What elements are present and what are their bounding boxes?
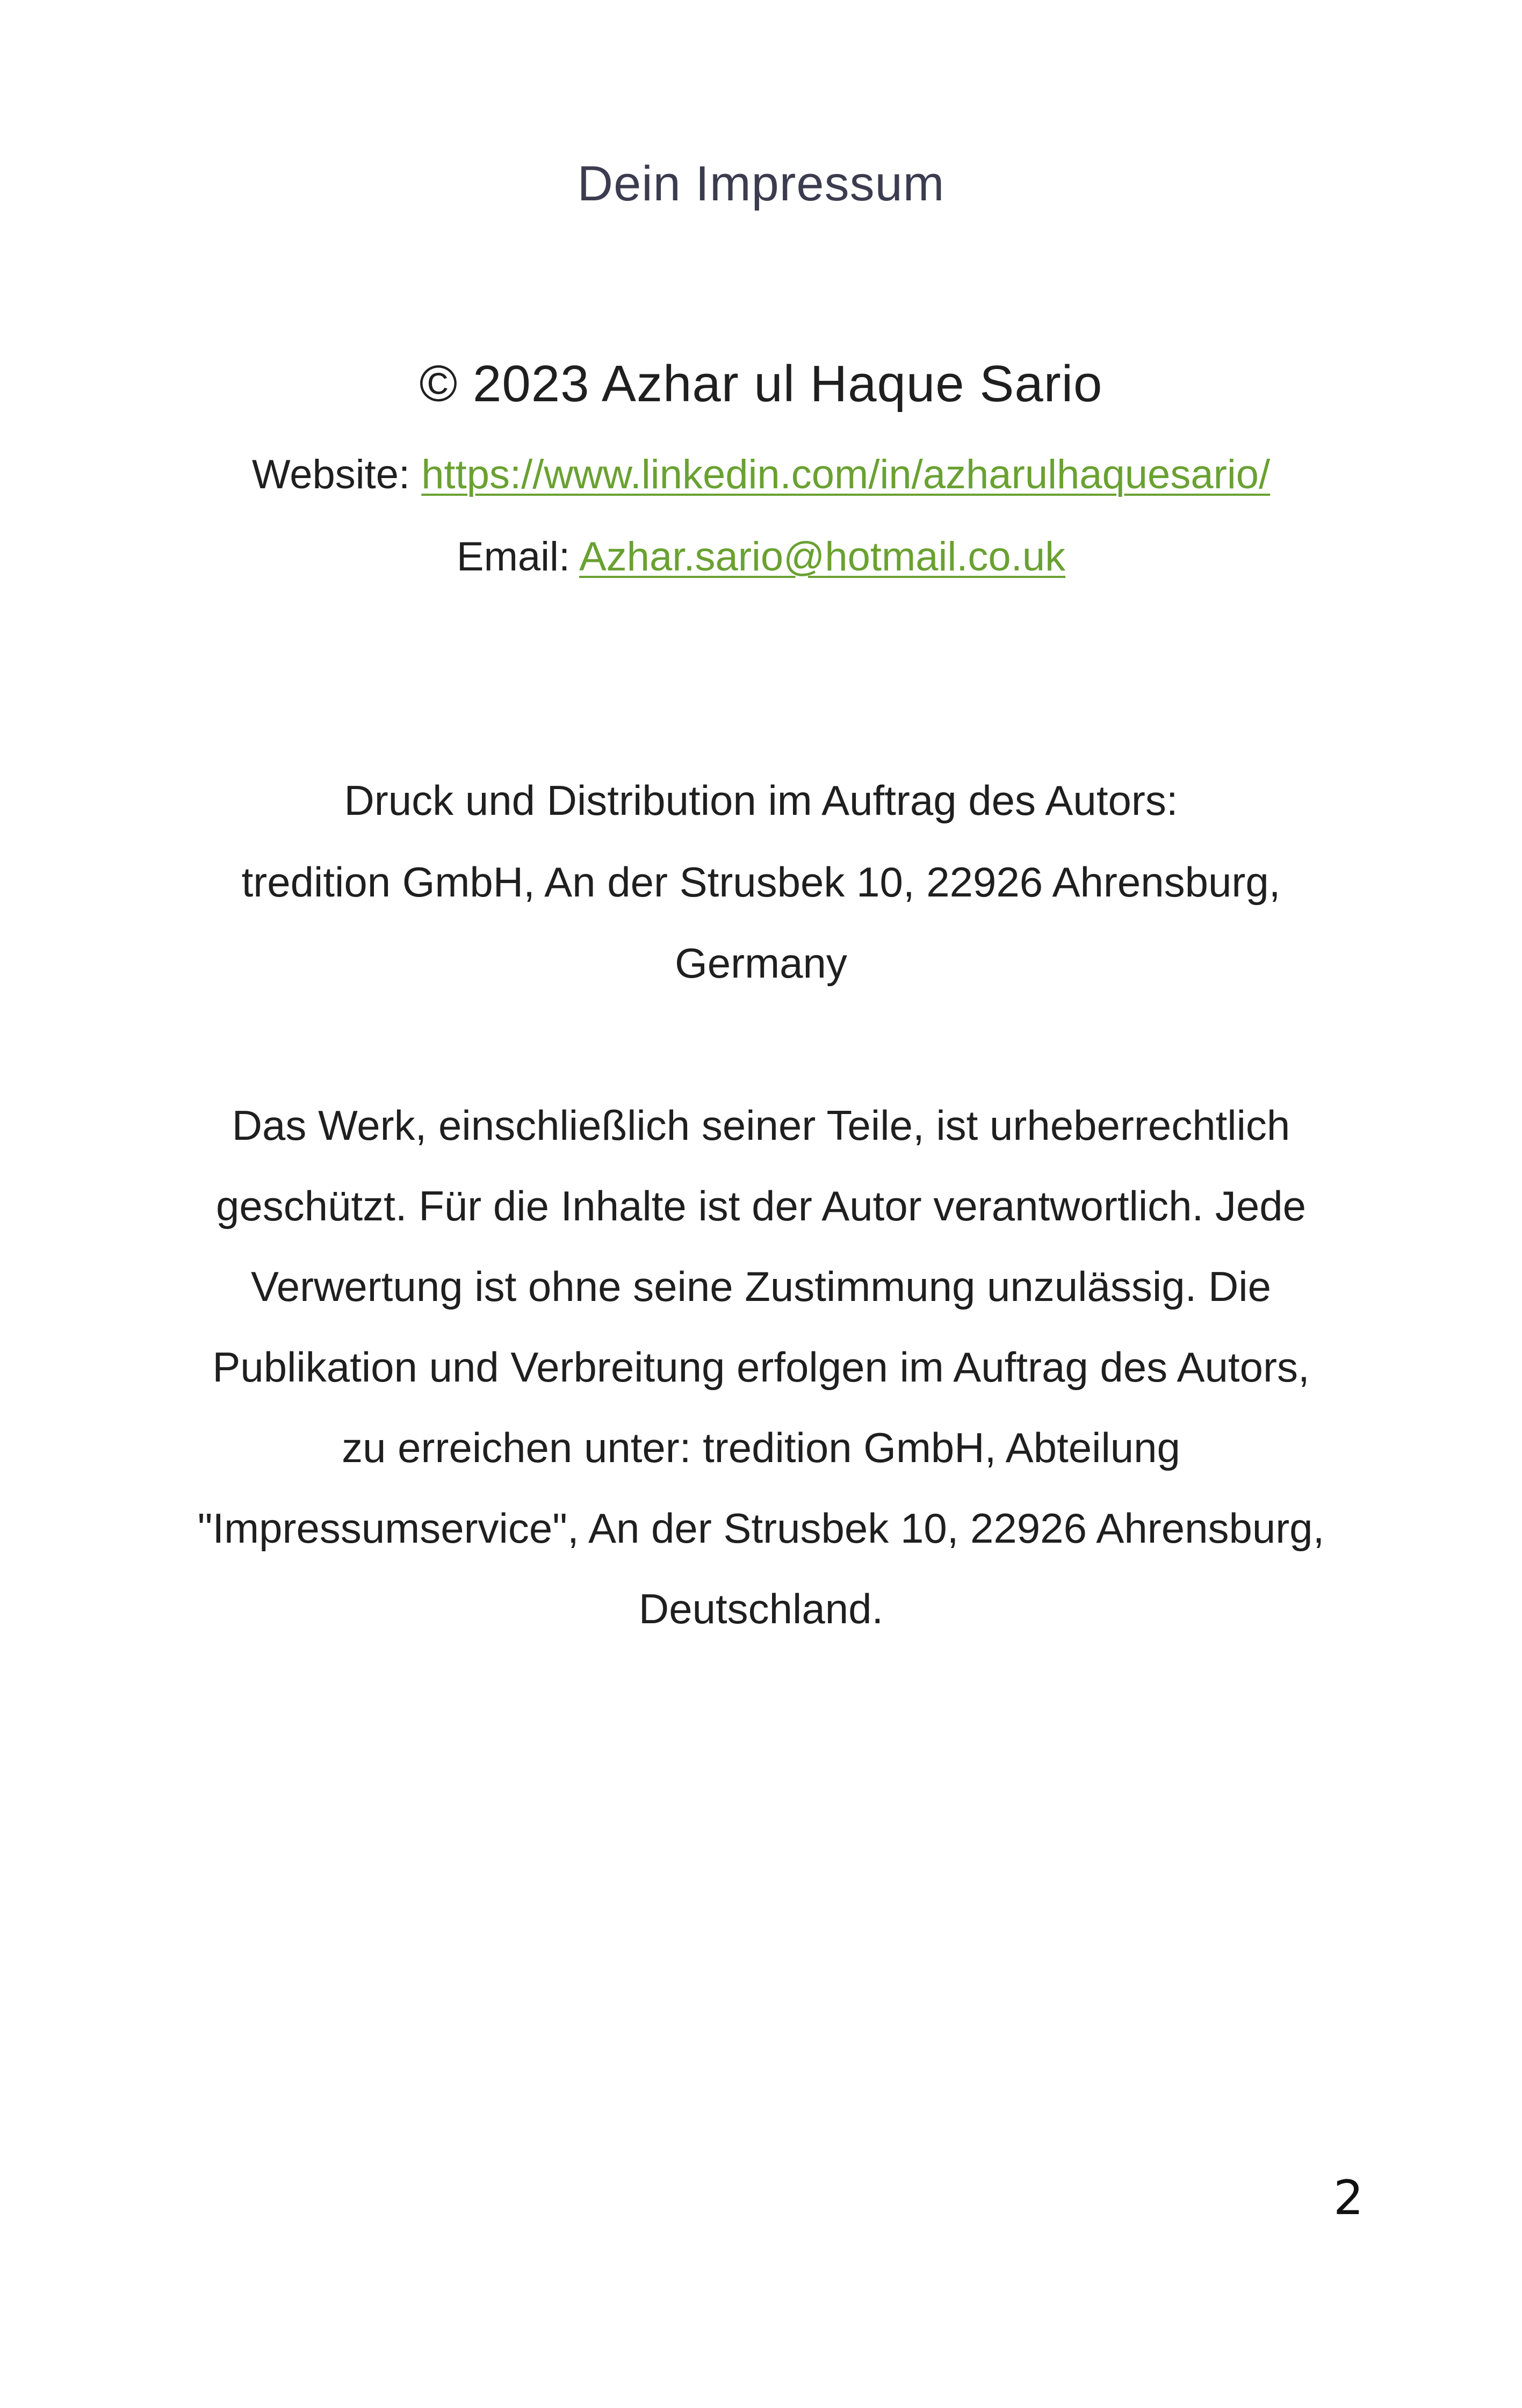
- legal-notice-line: Verwertung ist ohne seine Zustimmung unzulässig. Die: [251, 1263, 1271, 1310]
- legal-notice-line: zu erreichen unter: tredition GmbH, Abteilung: [342, 1424, 1180, 1471]
- website-link[interactable]: https://www.linkedin.com/in/azharulhaquesario/: [421, 452, 1271, 497]
- distribution-line: Germany: [675, 939, 847, 987]
- legal-notice-line: Das Werk, einschließlich seiner Teile, ist urheberrechtlich: [232, 1102, 1290, 1149]
- website-label: Website:: [251, 452, 422, 497]
- email-label: Email:: [456, 534, 579, 580]
- page-number: 2: [1333, 2170, 1364, 2225]
- legal-notice-line: "Impressumservice", An der Strusbek 10, 22926 Ahrensburg,: [197, 1505, 1325, 1552]
- distribution-line: Druck und Distribution im Auftrag des Autors:: [344, 777, 1178, 824]
- legal-notice-line: Publikation und Verbreitung erfolgen im Auftrag des Autors,: [212, 1343, 1310, 1391]
- distribution-line: tredition GmbH, An der Strusbek 10, 22926 Ahrensburg,: [241, 858, 1281, 906]
- page-title: Dein Impressum: [577, 156, 945, 211]
- email-link[interactable]: Azhar.sario@hotmail.co.uk: [579, 534, 1066, 580]
- legal-notice-line: Deutschland.: [638, 1585, 884, 1632]
- email-line: [0, 533, 1522, 580]
- website-line: [0, 451, 1522, 498]
- legal-notice-line: geschützt. Für die Inhalte ist der Autor verantwortlich. Jede: [215, 1182, 1307, 1230]
- copyright-line: © 2023 Azhar ul Haque Sario: [419, 355, 1103, 413]
